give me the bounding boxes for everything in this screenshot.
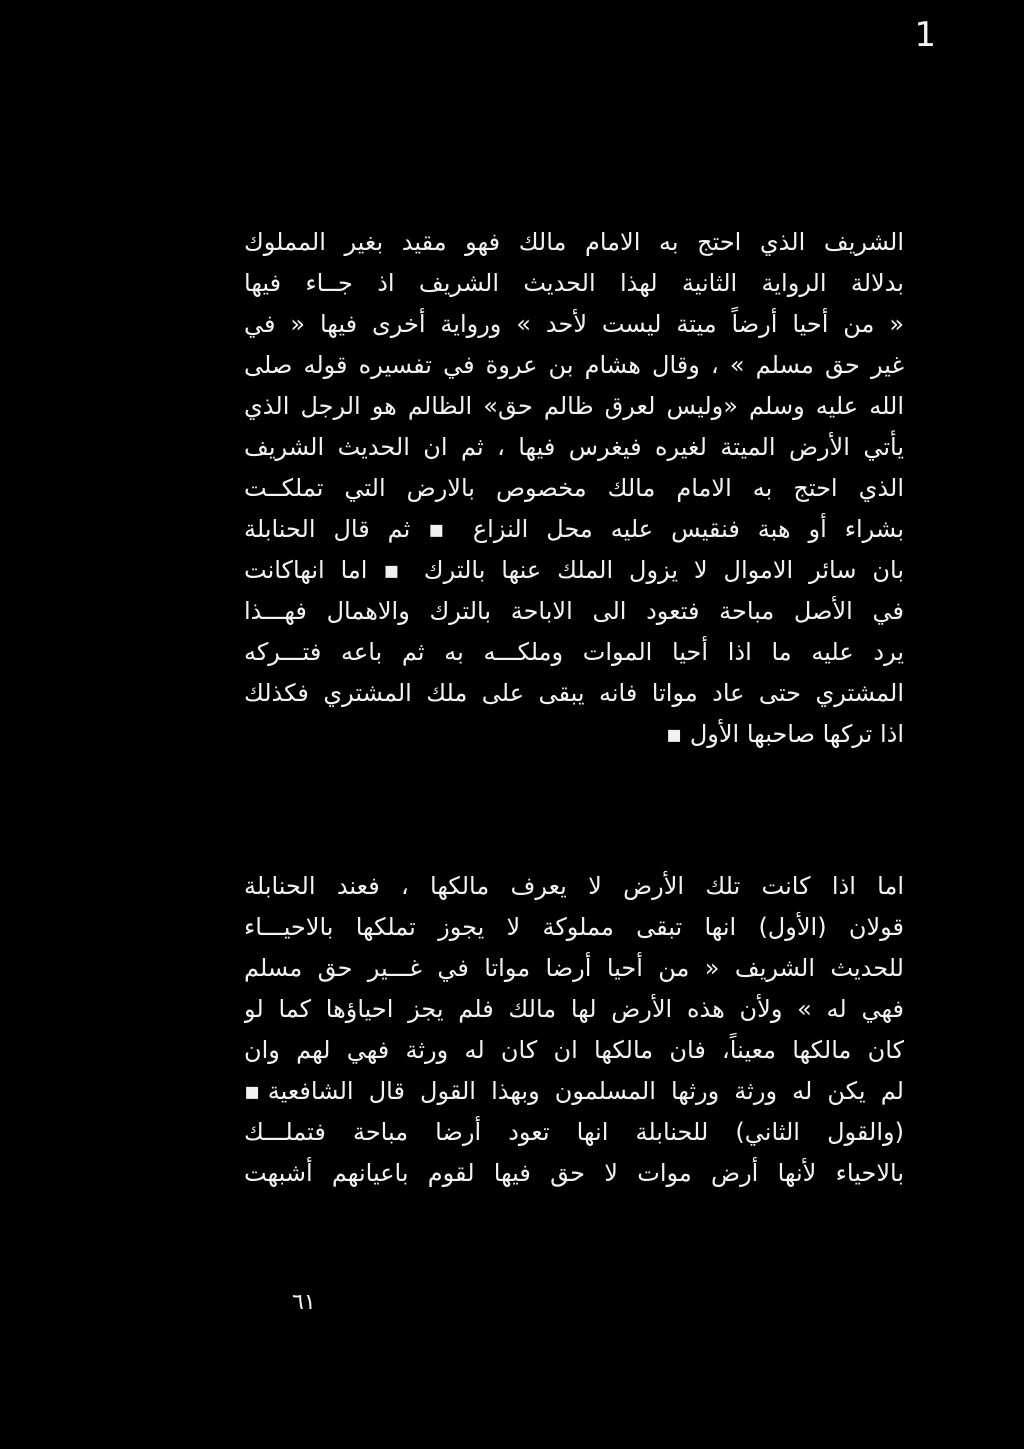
text-line: بدلالة الرواية الثانية لهذا الحديث الشريف اذ جــاء فيها: [244, 269, 904, 297]
text-line: بشراء أو هبة فنقيس عليه محل النزاع ▪ ثم قال الحنابلة: [244, 515, 904, 543]
text-line: الشريف الذي احتج به الامام مالك فهو مقيد بغير المملوك: [244, 228, 904, 256]
text-line: اما اذا كانت تلك الأرض لا يعرف مالكها ، فعند الحنابلة: [244, 872, 904, 900]
paragraph-1: [244, 222, 904, 755]
text-line: اذا تركها صاحبها الأول ▪: [665, 720, 904, 748]
text-line: يأتي الأرض الميتة لغيره فيغرس فيها ، ثم ان الحديث الشريف: [244, 433, 904, 461]
text-line: الله عليه وسلم «وليس لعرق ظالم حق» الظالم هو الرجل الذي: [244, 392, 904, 420]
text-line: بالاحياء لأنها أرض موات لا حق فيها لقوم باعيانهم أشبهت: [244, 1159, 904, 1187]
text-line: فهي له » ولأن هذه الأرض لها مالك فلم يجز احياؤها كما لو: [244, 995, 904, 1023]
corner-mark: 1: [914, 15, 936, 55]
text-line: لم يكن له ورثة ورثها المسلمون وبهذا القول قال الشافعية▪: [244, 1077, 904, 1105]
text-line: قولان (الأول) انها تبقى مملوكة لا يجوز تملكها بالاحيـــاء: [244, 913, 904, 941]
page-number: ٦١: [292, 1290, 316, 1315]
text-line: كان مالكها معيناً، فان مالكها ان كان له ورثة فهي لهم وان: [244, 1036, 904, 1064]
text-line: غير حق مسلم » ، وقال هشام بن عروة في تفسيره قوله صلى: [244, 351, 904, 379]
text-line: المشتري حتى عاد مواتا فانه يبقى على ملك المشتري فكذلك: [244, 679, 904, 707]
paragraph-2: [244, 866, 904, 1194]
text-line: الذي احتج به الامام مالك مخصوص بالارض التي تملكــت: [244, 474, 904, 502]
text-line: بان سائر الاموال لا يزول الملك عنها بالترك ▪ اما انهاكانت: [244, 556, 904, 584]
text-line: (والقول الثاني) للحنابلة انها تعود أرضا مباحة فتملـــك: [244, 1118, 904, 1146]
text-line: « من أحيا أرضاً ميتة ليست لأحد » ورواية أخرى فيها « في: [244, 310, 904, 338]
text-line: يرد عليه ما اذا أحيا الموات وملكـــه به ثم باعه فتـــركه: [244, 638, 904, 666]
text-line: للحديث الشريف « من أحيا أرضا مواتا في غـــير حق مسلم: [244, 954, 904, 982]
text-line: في الأصل مباحة فتعود الى الاباحة بالترك والاهمال فهـــذا: [244, 597, 904, 625]
